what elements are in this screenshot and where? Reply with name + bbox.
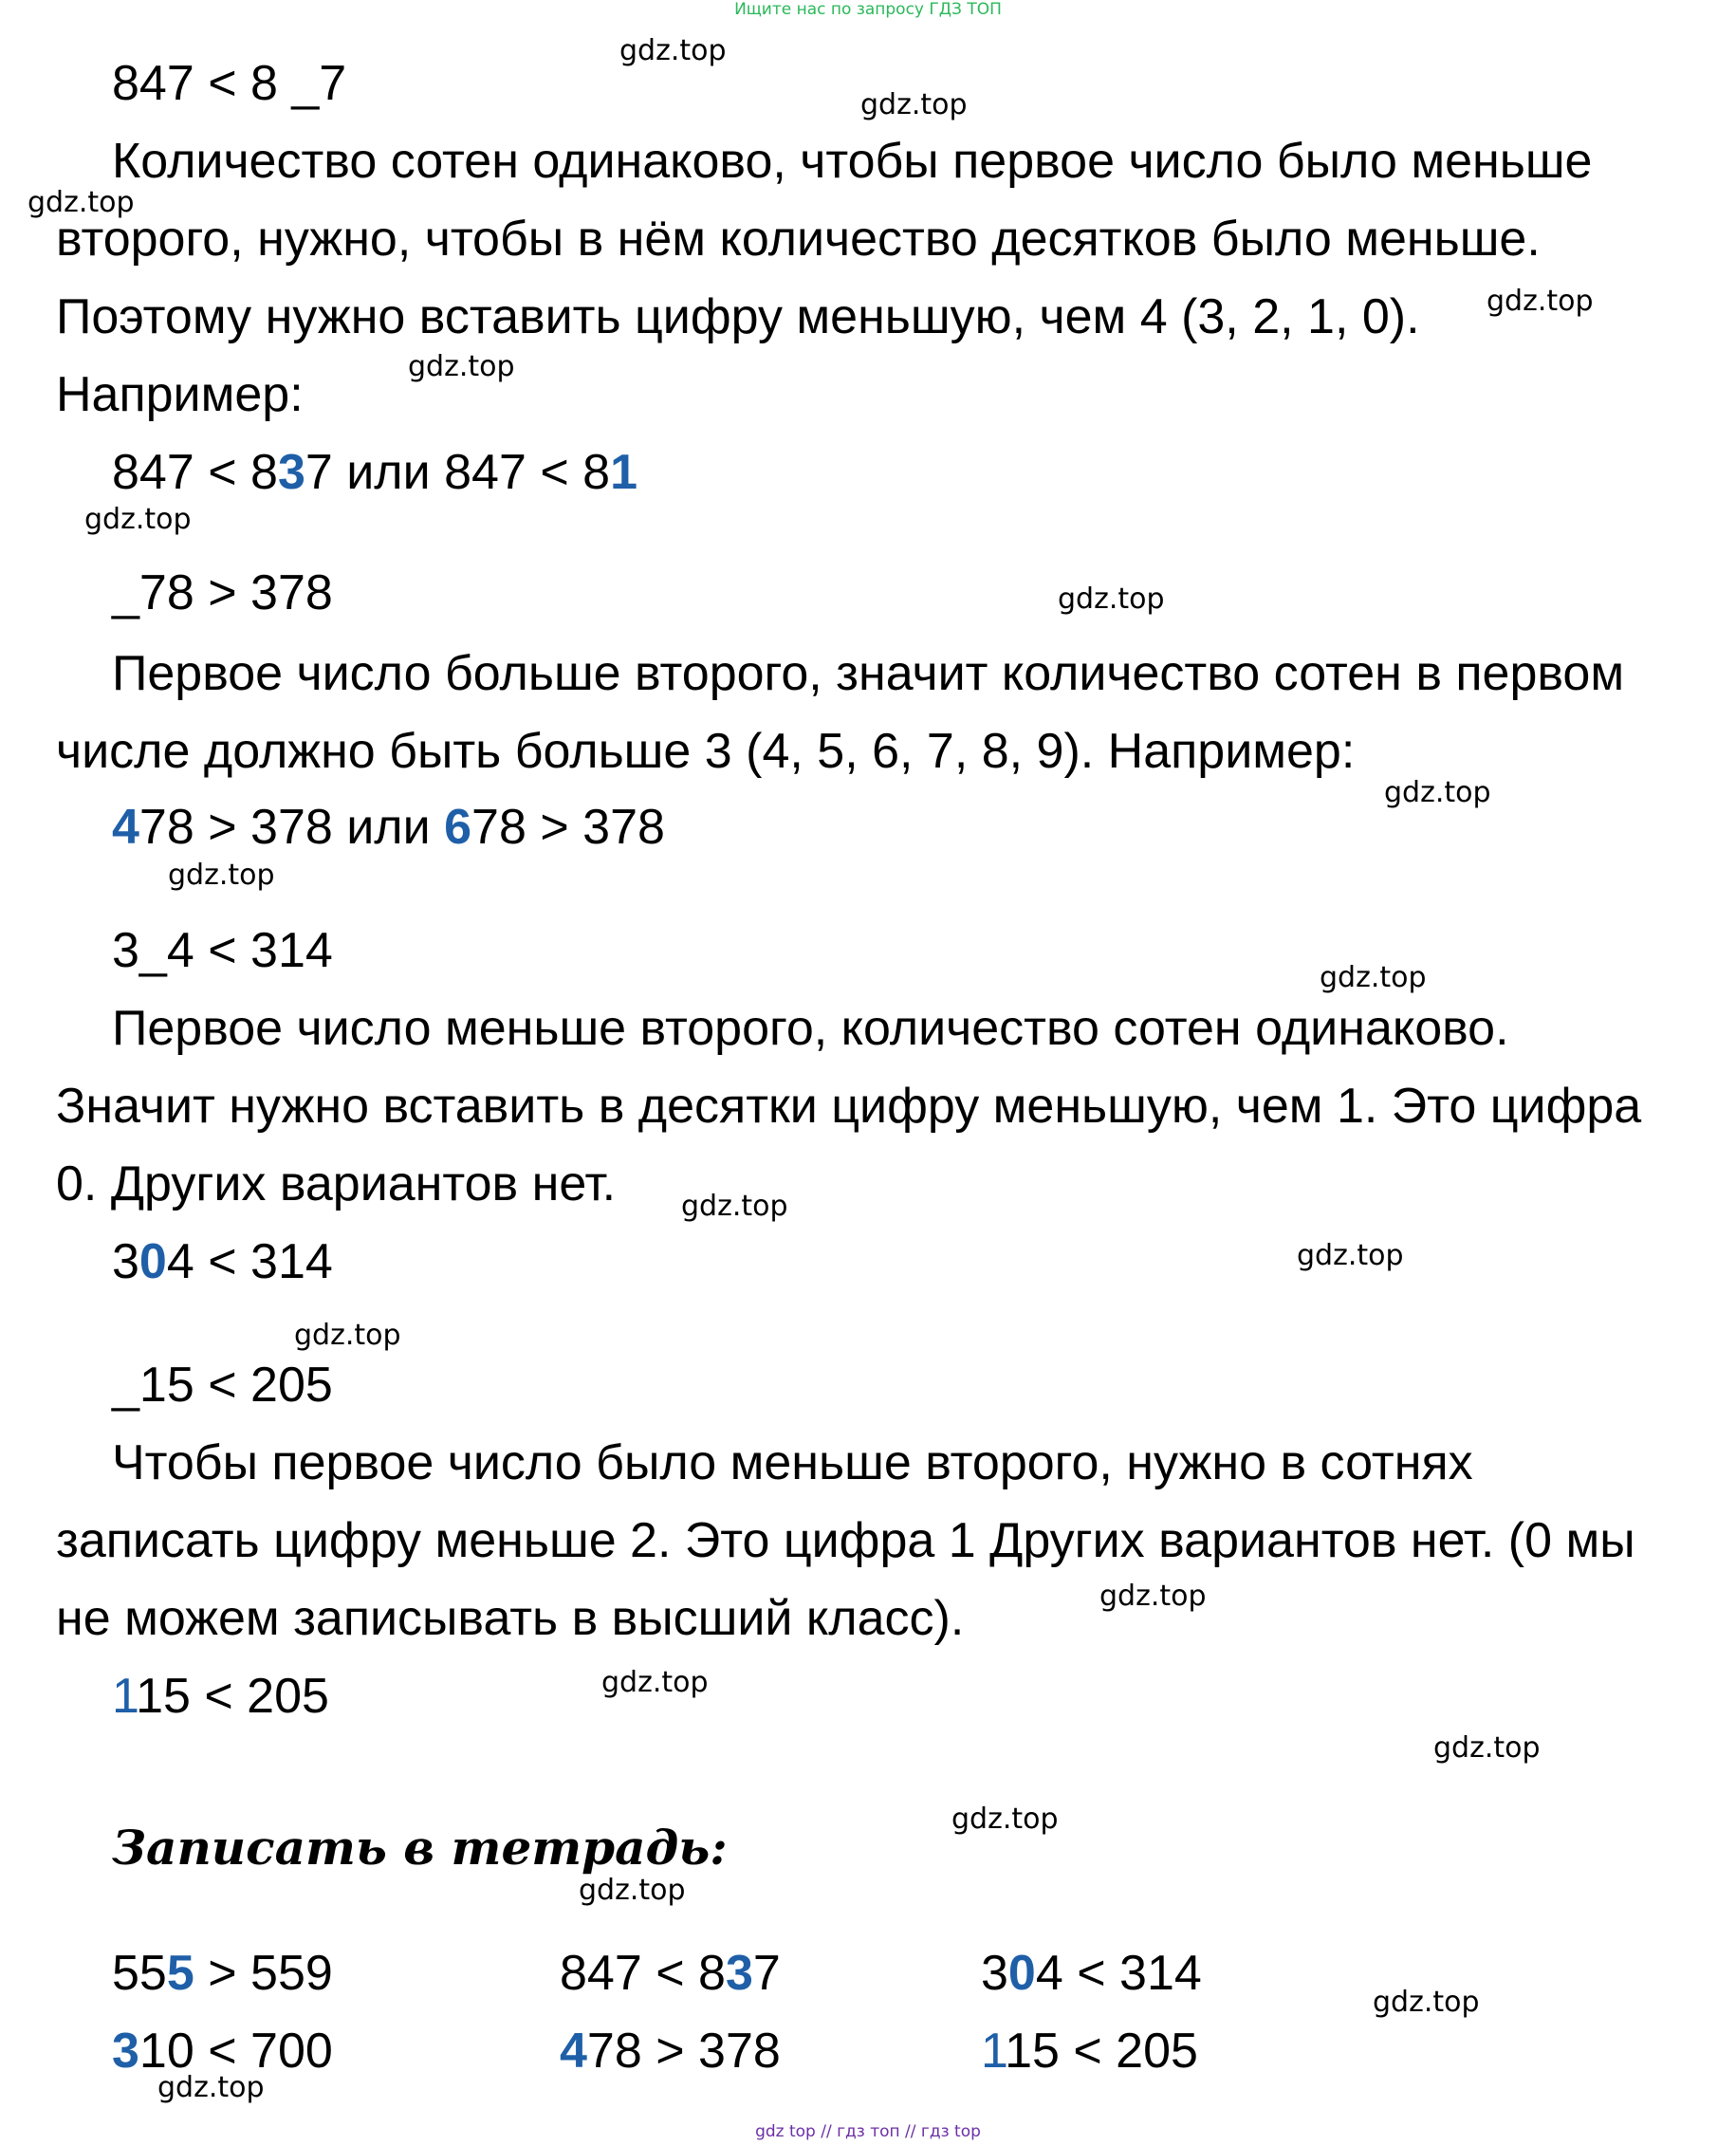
notebook-cell xyxy=(981,1945,1202,2002)
example-part: 7 или 847 < 8 xyxy=(305,445,611,500)
cell-part: 15 < 205 xyxy=(1005,2024,1198,2079)
example-4 xyxy=(112,1668,329,1725)
watermark: gdz.top xyxy=(168,859,275,892)
highlighted-digit: 4 xyxy=(560,2024,587,2079)
cell-part: 78 > 378 xyxy=(586,2024,781,2079)
cell-part: 55 xyxy=(112,1946,167,2001)
example-3 xyxy=(112,1233,333,1290)
highlighted-digit: 5 xyxy=(166,1946,194,2001)
watermark: gdz.top xyxy=(619,34,727,67)
highlighted-digit: 4 xyxy=(112,800,139,855)
cell-part: 10 < 700 xyxy=(139,2024,333,2079)
text-line: числе должно быть больше 3 (4, 5, 6, 7, 8, 9). Например: xyxy=(56,724,1356,779)
top-banner: Ищите нас по запросу ГДЗ ТОП xyxy=(734,0,1002,19)
expression-4: _15 < 205 xyxy=(112,1358,333,1413)
watermark: gdz.top xyxy=(579,1874,686,1907)
text-line: Количество сотен одинаково, чтобы первое число было меньше xyxy=(112,134,1593,189)
watermark: gdz.top xyxy=(1099,1580,1207,1613)
text-line: Поэтому нужно вставить цифру меньшую, чем 4 (3, 2, 1, 0). xyxy=(56,289,1420,344)
watermark: gdz.top xyxy=(1297,1239,1404,1272)
text-line: Первое число больше второго, значит количество сотен в первом xyxy=(112,646,1625,701)
watermark: gdz.top xyxy=(681,1190,788,1223)
watermark: gdz.top xyxy=(1373,1986,1480,2019)
expression-2: _78 > 378 xyxy=(112,565,333,620)
watermark: gdz.top xyxy=(1487,285,1594,318)
watermark: gdz.top xyxy=(294,1319,401,1352)
bottom-banner: gdz top // гдз топ // гдз top xyxy=(755,2122,981,2141)
watermark: gdz.top xyxy=(601,1666,709,1699)
watermark: gdz.top xyxy=(28,186,135,219)
expression-1: 847 < 8 _7 xyxy=(112,56,347,111)
notebook-cell xyxy=(112,1945,333,2002)
cell-part: 3 xyxy=(981,1946,1008,2001)
cell-part: 4 < 314 xyxy=(1035,1946,1202,2001)
example-part: 3 xyxy=(112,1234,139,1289)
highlighted-digit: 1 xyxy=(981,2024,1006,2079)
watermark: gdz.top xyxy=(951,1803,1059,1836)
highlighted-digit: 6 xyxy=(444,800,472,855)
expression-3: 3_4 < 314 xyxy=(112,923,333,978)
watermark: gdz.top xyxy=(860,88,968,121)
text-line: не можем записывать в высший класс). xyxy=(56,1591,965,1646)
text-line: записать цифру меньше 2. Это цифра 1 Других вариантов нет. (0 мы xyxy=(56,1513,1635,1568)
example-2 xyxy=(112,799,665,856)
watermark: gdz.top xyxy=(157,2071,265,2104)
text-line: Первое число меньше второго, количество сотен одинаково. xyxy=(112,1001,1509,1056)
example-part: 15 < 205 xyxy=(136,1669,329,1724)
notebook-cell xyxy=(560,1945,781,2002)
cell-part: 847 < 8 xyxy=(560,1946,726,2001)
example-1 xyxy=(112,444,637,501)
example-part: 4 < 314 xyxy=(166,1234,333,1289)
text-line: Например: xyxy=(56,367,304,422)
text-line: 0. Других вариантов нет. xyxy=(56,1156,617,1211)
highlighted-digit: 3 xyxy=(277,445,305,500)
example-part: 847 < 8 xyxy=(112,445,278,500)
watermark: gdz.top xyxy=(84,503,192,536)
highlighted-digit: 0 xyxy=(139,1234,167,1289)
highlighted-digit: 1 xyxy=(112,1669,137,1724)
notebook-cell xyxy=(560,2023,781,2080)
text-line: Значит нужно вставить в десятки цифру меньшую, чем 1. Это цифра xyxy=(56,1079,1642,1134)
watermark: gdz.top xyxy=(1058,582,1165,616)
watermark: gdz.top xyxy=(408,350,515,383)
highlighted-digit: 0 xyxy=(1007,1946,1036,2001)
text-line: второго, нужно, чтобы в нём количество десятков было меньше. xyxy=(56,212,1541,267)
watermark: gdz.top xyxy=(1384,776,1491,809)
notebook-cell xyxy=(981,2023,1198,2080)
cell-part: 7 xyxy=(752,1946,781,2001)
notebook-heading: Записать в тетрадь: xyxy=(112,1820,728,1876)
highlighted-digit: 3 xyxy=(112,2024,139,2079)
watermark: gdz.top xyxy=(1320,961,1427,994)
text-line: Чтобы первое число было меньше второго, нужно в сотнях xyxy=(112,1435,1473,1490)
watermark: gdz.top xyxy=(1433,1731,1541,1765)
example-part: 78 > 378 или xyxy=(139,800,445,855)
cell-part: > 559 xyxy=(194,1946,333,2001)
highlighted-digit: 3 xyxy=(725,1946,753,2001)
highlighted-digit: 1 xyxy=(610,445,637,500)
example-part: 78 > 378 xyxy=(471,800,665,855)
